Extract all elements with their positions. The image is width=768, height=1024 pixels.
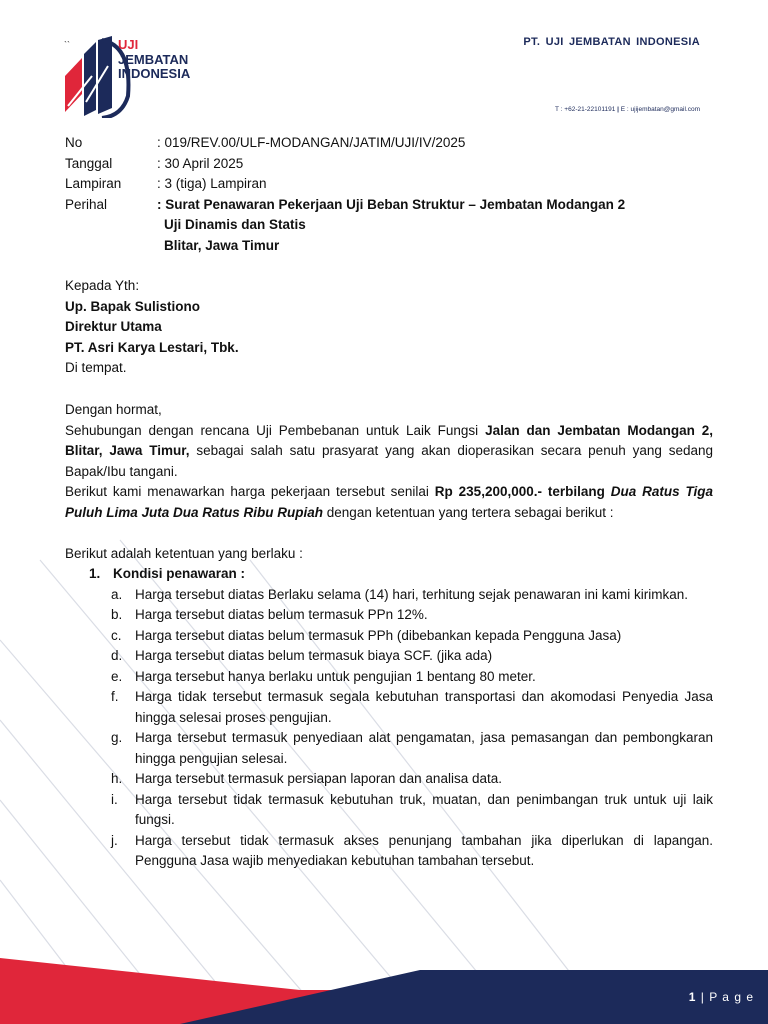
list-item [111, 646, 713, 667]
section-number: 1. [89, 566, 101, 581]
list-item [111, 687, 713, 728]
contact-phone: T : +62-21-22101191 [555, 106, 616, 113]
letter-body [65, 400, 713, 872]
perihal-continuation: Blitar, Jawa Timur [164, 237, 280, 253]
item-letter: e. [111, 668, 123, 684]
meta-key: No [65, 135, 83, 150]
list-item [111, 605, 713, 626]
meta-perihal-cont-2 [65, 236, 625, 257]
list-item [111, 769, 713, 790]
list-item [111, 831, 713, 872]
footer-decoration [0, 950, 768, 1024]
item-letter: j. [111, 832, 118, 848]
logo-line-indonesia: INDONESIA [118, 66, 191, 81]
item-letter: a. [111, 586, 123, 602]
item-letter: c. [111, 627, 122, 643]
letter-meta [65, 133, 625, 256]
address-company: PT. Asri Karya Lestari, Tbk. [65, 339, 239, 355]
meta-key: Perihal [65, 196, 108, 212]
list-item [111, 626, 713, 647]
item-text: Harga tersebut tidak termasuk kebutuhan truk, muatan, dan penimbangan truk untuk uji laik fungsi. [135, 791, 713, 827]
p1-text-end: sebagai salah satu prasyarat yang akan dioperasikan secara penuh yang sedang Bapak/Ibu tangani. [65, 443, 713, 479]
meta-perihal-cont-1 [65, 215, 625, 236]
p1-text: Sehubungan dengan rencana Uji Pembebanan untuk Laik Fungsi [65, 422, 486, 438]
list-item [111, 728, 713, 769]
item-text: Harga tidak tersebut termasuk segala kebutuhan transportasi dan akomodasi Penyedia Jasa hingga selesai proses pengujian. [135, 689, 713, 725]
section-title: Kondisi penawaran : [113, 566, 246, 581]
recipient-address [65, 276, 239, 379]
paragraph-1 [65, 421, 713, 483]
perihal-continuation: Uji Dinamis dan Statis [164, 217, 306, 232]
address-recipient: Up. Bapak Sulistiono [65, 298, 201, 314]
meta-row-tanggal [65, 154, 625, 175]
meta-value: : 019/REV.00/ULF-MODANGAN/JATIM/UJI/IV/2025 [157, 135, 466, 150]
meta-row-lampiran [65, 174, 625, 195]
terms-intro: Berikut adalah ketentuan yang berlaku : [65, 545, 303, 561]
logo-wordmark [118, 38, 190, 82]
meta-value: : Surat Penawaran Pekerjaan Uji Beban Struktur – Jembatan Modangan 2 [157, 196, 626, 212]
p2-price-words: Dua Ratus Tiga Puluh Lima Juta Dua Ratus Ribu Rupiah [65, 484, 713, 520]
item-text: Harga tersebut diatas belum termasuk PPh (dibebankan kepada Pengguna Jasa) [135, 627, 622, 643]
contact-info [555, 106, 700, 113]
item-text: Harga tersebut diatas belum termasuk biaya SCF. (jika ada) [135, 648, 493, 663]
item-letter: f. [111, 689, 119, 704]
meta-value: : 30 April 2025 [157, 155, 244, 171]
list-item [111, 667, 713, 688]
section-heading [65, 564, 713, 585]
item-text: Harga tersebut hanya berlaku untuk pengujian 1 bentang 80 meter. [135, 668, 536, 684]
item-letter: d. [111, 648, 123, 663]
spacer [65, 523, 713, 544]
p2-text-end: dengan ketentuan yang tertera sebagai berikut : [323, 504, 614, 520]
item-text: Harga tersebut diatas Berlaku selama (14) hari, terhitung sejak penawaran ini kami kirimkan. [135, 586, 689, 602]
p2-price: Rp 235,200,000.- terbilang [434, 484, 611, 499]
meta-value: : 3 (tiga) Lampiran [157, 176, 267, 191]
item-letter: b. [111, 607, 123, 622]
meta-row-perihal [65, 195, 625, 216]
contact-email: E : ujijembatan@gmail.com [620, 106, 700, 113]
address-greeting: Kepada Yth: [65, 278, 140, 293]
logo-line-jembatan: JEMBATAN [118, 51, 189, 67]
p2-text: Berikut kami menawarkan harga pekerjaan tersebut senilai [65, 484, 435, 499]
page-number [689, 990, 754, 1004]
address-place: Di tempat. [65, 360, 127, 375]
item-letter: g. [111, 730, 123, 745]
p1-project: Jalan dan Jembatan Modangan 2, Blitar, Jawa Timur, [65, 422, 713, 458]
page-number-label: P a g e [709, 990, 754, 1004]
meta-key: Lampiran [65, 176, 122, 191]
item-text: Harga tersebut termasuk persiapan laporan dan analisa data. [135, 771, 502, 786]
salutation: Dengan hormat, [65, 402, 162, 417]
meta-key: Tanggal [65, 155, 113, 171]
list-item [111, 585, 713, 606]
item-text: Harga tersebut termasuk penyediaan alat pengamatan, jasa pemasangan dan pembongkaran hingga pengujian selesai. [135, 730, 713, 766]
item-letter: i. [111, 791, 118, 807]
company-name: PT. UJI JEMBATAN INDONESIA [523, 36, 700, 48]
contact-separator: | [617, 106, 619, 113]
page-number-value: 1 [688, 990, 697, 1004]
conditions-list [65, 585, 713, 872]
paragraph-2 [65, 482, 713, 523]
logo-line-uji: UJI [118, 37, 139, 52]
meta-row-no [65, 133, 625, 154]
item-text: Harga tersebut diatas belum termasuk PPn 12%. [135, 607, 428, 622]
page-number-separator: | [696, 990, 710, 1004]
address-position: Direktur Utama [65, 319, 162, 334]
list-item [111, 790, 713, 831]
tick-mark: `` [64, 40, 70, 50]
item-letter: h. [111, 771, 123, 786]
item-text: Harga tersebut tidak termasuk akses penunjang tambahan jika diperlukan di lapangan. Pengguna Jasa wajib menyediakan kebutuhan tambahan tersebut. [135, 832, 713, 868]
